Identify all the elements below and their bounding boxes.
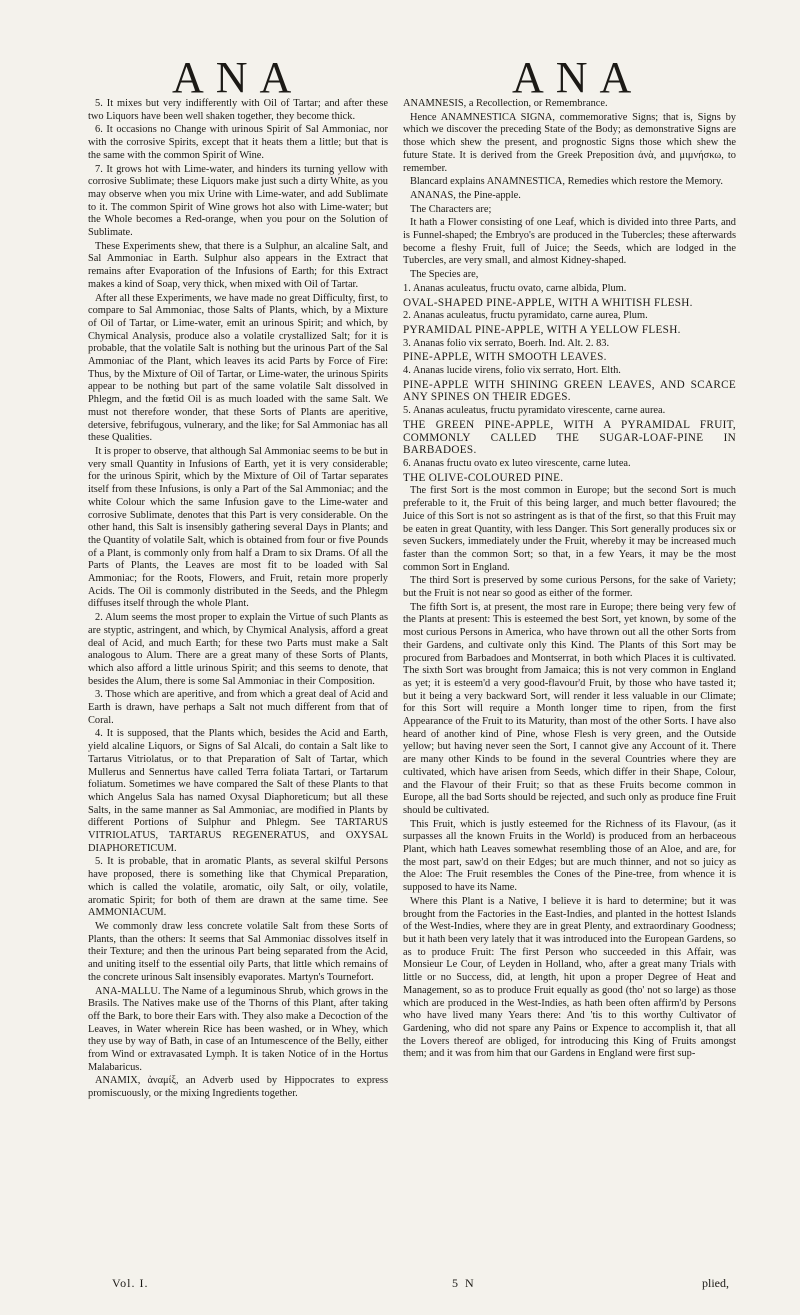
paragraph: 2. Alum seems the most proper to explain the Virtue of such Plants as are styptic, astringent, and which, by Chymical Analysis, afford a great deal of Acid, and much Earth; for these two Parts must make a Salt analogous to Alum. There are a great many of these Sorts of Plants, which also afford a little urinous Spirit; and this seems to denote, that besides the Alum, there is some Sal Ammoniac in their Composition.	[88, 612, 388, 687]
running-head-left: ANA	[172, 53, 304, 102]
paragraph: This Fruit, which is justly esteemed for the Richness of its Flavour, (as it surpasses all the known Fruits in the World) is produced from an herbaceous Plant, which hath Leaves somewhat resembling those of an Aloe, and are, for the most part, saw'd on their Edges; but are much thinner, and not so juicy as the Aloe: The Fruit resembles the Cones of the Pine-tree, from whence it is supposed to have its Name.	[403, 818, 736, 894]
entry-ana-mallu: ANA-MALLU. The Name of a leguminous Shrub, which grows in the Brasils. The Natives make use of the Thorns of this Plant, after taking off the Bark, to bore their Ears with. They also make a Decoction of the Leaves, in Water wherein Rice has been washed, or in Whey, which they use by way of Bath, in case of an Intumescence of the Belly, either from Wind or extravasated Lymph. It is taken Notice of in the Hortus Malabaricus.	[88, 985, 389, 1073]
paragraph: The first Sort is the most common in Europe; but the second Sort is much preferable to it, the Fruit of this being larger, and much better flavoured; the Juice of this Sort is not so astringent as is that of the first, so that this Fruit may be eaten in great Quantity, with less Danger. This Sort generally produces six or seven Suckers, immediately under the Fruit, whereby it may be increased much faster than the common Sort; so that, in a few Years, it may be the most common Sort in England.	[403, 485, 736, 573]
paragraph: Where this Plant is a Native, I believe it is hard to determine; but it was brought from the Factories in the East-Indies, and planted in the hottest Islands of the West-Indies, where they are in great Plenty, and extraordinary Goodness; but it hath been very lately that it was introduced into the European Gardens, so as to produce Fruit: The first Person who succeeded in this Affair, was Monsieur Le Cour, of Leyden in Holland, who, after a great many Trials with little or no Success, did, at length, hit upon a proper Degree of Heat and Management, so as to produce Fruit equally as good (tho' not so large) as those which are produced in the West-Indies, as hath been often affirm'd by Persons who have lived many Years there: And 'tis to this worthy Cultivator of Gardening, who did not spare any Pains or Expence to accomplish it, that all the Lovers thereof are obliged, for introducing this King of Fruits amongst them; and it was from him that our Gardens in England were first sup-	[403, 895, 736, 1060]
catchword: plied,	[702, 1276, 729, 1290]
species-english: PINE-APPLE WITH SHINING GREEN LEAVES, AND SCARCE ANY SPINES ON THEIR EDGES.	[403, 378, 736, 404]
species-english: THE OLIVE-COLOURED PINE.	[403, 471, 564, 484]
entry-anamix: ANAMIX, ἀναμίξ, an Adverb used by Hippocrates to express promiscuously, or the mixing Ingredients together.	[88, 1075, 388, 1100]
right-column	[403, 98, 736, 1062]
species-latin: 1. Ananas aculeatus, fructu ovato, carne albida, Plum.	[403, 282, 627, 294]
entry-ananas: ANANAS, the Pine-apple.	[410, 189, 521, 201]
left-column	[88, 98, 388, 1102]
species-english: PINE-APPLE, WITH SMOOTH LEAVES.	[403, 351, 607, 364]
paragraph: The fifth Sort is, at present, the most rare in Europe; there being very few of the Plants at present: This is esteemed the best Sort, yet known, by some of the most curious Persons in America, who have thrown out all the other Sorts from their Gardens, and cultivate only this Kind. The Plants of this Sort may be procured from Barbadoes and Montserrat, in both which Places it is cultivated. The sixth Sort was brought from Jamaica; this is not very common in England as yet; it is esteem'd a very good-flavour'd Fruit, by those who have tasted it; but it being a very backward Sort, will render it less valuable in our Climate; for this Sort will require a Month longer time to ripen, from the first Appearance of the Fruit to its Maturity, than most of the other Sorts. I have also heard of another kind of Pine, whose Flesh is very green, and the Outside yellow; but having never seen the Sort, I cannot give any Account of it. There are many other Kinds to be found in the several Countries where they are cultivated, which have arisen from Seeds, which differ in their Shape, Colour, and the Flavour of their Fruit; so that as these Fruits become common in Europe, all the bad Sorts should be rejected, and such only as produce fine Fruit should be cultivated.	[403, 601, 736, 816]
paragraph: After all these Experiments, we have made no great Difficulty, first, to compare to Sal Ammoniac, those Salts of Plants, which, by a Mixture of Oil of Tartar, or Lime-water, emit an urinous Spirit; and which, by Chymical Analysis, produce also a volatile crystallized Salt; for it is probable, that the volatile Salt is nothing but the urinous Part of the Sal Ammoniac of the Plant, which leaves its acid Parts by Force of Fire: Thus, by the Mixture of Oil of Tartar, or Lime-water, the urinous Spirits appear to be nothing but part of the same volatile Salt dissolved in Phlegm, and the fœtid Oil is as much loaded with the same Salt. We must not therefore wonder, that these Sorts of Plants are aperitive, detersive, febrifugous, vulnerary, and the like; for Sal Ammoniac has all these Qualities.	[88, 292, 388, 444]
species-latin: 6. Ananas fructu ovato ex luteo virescente, carne lutea.	[403, 457, 631, 469]
paragraph: The Characters are;	[410, 203, 492, 215]
paragraph: 7. It grows hot with Lime-water, and hinders its turning yellow with corrosive Sublimate; these Liquors make just such a dirty White, as you may observe when you mix Urine with Lime-water, and add Sublimate to it. The common Spirit of Wine grows hot also with Lime-water; but the Whole becomes a Red-orange, when you pour on the Solution of Sublimate.	[88, 163, 388, 239]
paragraph: The Species are,	[410, 269, 479, 281]
paragraph: Hence ANAMNESTICA SIGNA, commemorative Signs; that is, Signs by which we discover the preceding State of the Body; as demonstrative Signs are those which shew the present, and prognostic Signs those which shew the future State. It is derived from the Greek Preposition ἀνὰ, and μιμνήσκω, to remember.	[403, 111, 736, 174]
paragraph: We commonly draw less concrete volatile Salt from these Sorts of Plants, than the others: It seems that Sal Ammoniac dissolves itself in their Texture; and then the urinous Part being separated from the Acid, and uniting itself to the essential oily Parts, that little which remains of the concrete urinous Salt insensibly evaporates. Martyn's Tournefort.	[88, 921, 388, 983]
species-latin: 3. Ananas folio vix serrato, Boerh. Ind. Alt. 2. 83.	[403, 337, 610, 349]
species-english: THE GREEN PINE-APPLE, WITH A PYRAMIDAL FRUIT, COMMONLY CALLED THE SUGAR-LOAF-PINE IN BARBADOES.	[403, 418, 736, 457]
paragraph: 5. It mixes but very indifferently with Oil of Tartar; and after these two Liquors have been well shaken together, they become thick.	[88, 98, 388, 122]
paragraph: These Experiments shew, that there is a Sulphur, an alcaline Salt, and Sal Ammoniac in Earth. Sulphur also appears in the Extract that remains after Evaporation of the Infusions of Earth; for this Extract makes a kind of Soap, very thick, when mixed with Oil of Tartar.	[88, 240, 388, 290]
running-head-right: ANA	[512, 53, 644, 102]
paragraph: It is proper to observe, that although Sal Ammoniac seems to be but in very small Quantity in Infusions of Earth, yet it is very considerable; for the urinous Spirit, which by the Mixture of Oil of Tartar separates itself from these Infusions, is only a Part of the Sal Ammoniac; and the white Colour which the same Infusion gave to the Lime-water and corrosive Sublimate, denotes that this Part is very considerable. On the other hand, this Salt is insensibly gathering several Days in Plants; and the Quantity of volatile Salt, which is obtained from four or five Pounds of a Plant, is commonly only from half a Dram to six Drams. Of all the Parts of Plants, the Leaves are most fit to be loaded with Sal Ammoniac; for the Roots, Flowers, and Fruit, retain more properly Acids. The Oil is commonly distributed in the Seeds, and the Phlegm diffuses itself through the whole Plant.	[88, 445, 388, 610]
species-english: PYRAMIDAL PINE-APPLE, WITH A YELLOW FLESH.	[403, 323, 681, 336]
paragraph: It hath a Flower consisting of one Leaf, which is divided into three Parts, and is Funnel-shaped; the Embryo's are produced in the Tubercles; these afterwards become a fleshy Fruit, full of Juice; the Seeds, which are lodged in the Tubercles, are very small, and almost Kidney-shaped.	[403, 217, 736, 267]
paragraph: The third Sort is preserved by some curious Persons, for the sake of Variety; but the Fruit is not near so good as either of the former.	[403, 575, 736, 600]
entry-anamnesis: ANAMNESIS, a Recollection, or Remembrance.	[403, 98, 608, 109]
paragraph: 3. Those which are aperitive, and from which a great deal of Acid and Earth is drawn, have perhaps a Salt not much different from that of Coral.	[88, 689, 388, 726]
species-latin: 2. Ananas aculeatus, fructu pyramidato, carne aurea, Plum.	[403, 310, 648, 322]
paragraph: Blancard explains ANAMNESTICA, Remedies which restore the Memory.	[410, 176, 723, 188]
volume-label: Vol. I.	[112, 1276, 149, 1290]
species-latin: 5. Ananas aculeatus, fructu pyramidato virescente, carne aurea.	[403, 405, 666, 417]
species-latin: 4. Ananas lucide virens, folio vix serrato, Hort. Elth.	[403, 365, 621, 377]
paragraph: 5. It is probable, that in aromatic Plants, as several skilful Persons have proposed, there is something like that Chymical Preparation, which is called the volatile, aromatic, oily Salt, or oily, volatile, aromatic Spirit; for both of them are drawn at the same time. See AMMONIACUM.	[88, 856, 388, 919]
paragraph: 6. It occasions no Change with urinous Spirit of Sal Ammoniac, nor with the corrosive Spirits, except that it heats them a little; but that is the same with the common Spirit of Wine.	[88, 124, 388, 161]
species-english: OVAL-SHAPED PINE-APPLE, WITH A WHITISH FLESH.	[403, 296, 693, 309]
signature-mark: 5 N	[452, 1276, 476, 1290]
paragraph: 4. It is supposed, that the Plants which, besides the Acid and Earth, yield alcaline Liquors, or Signs of Sal Alcali, do contain a Salt like to Tartarus Vitriolatus, or to that Preparation of Salt of Tartar, which Mullerus and Sennertus have called Terra foliata Tartari, or Tartarum foliatum. Sometimes we have compared the Salt of these Plants to that which Angelus Sala has named Oxysal Diaphoreticum; but all these Salts, in the same manner as Sal Ammoniac, are modified in Plants by different Portions of Sulphur and Phlegm. See TARTARUS VITRIOLATUS, TARTARUS REGENERATUS, and OXYSAL DIAPHORETICUM.	[88, 728, 388, 854]
